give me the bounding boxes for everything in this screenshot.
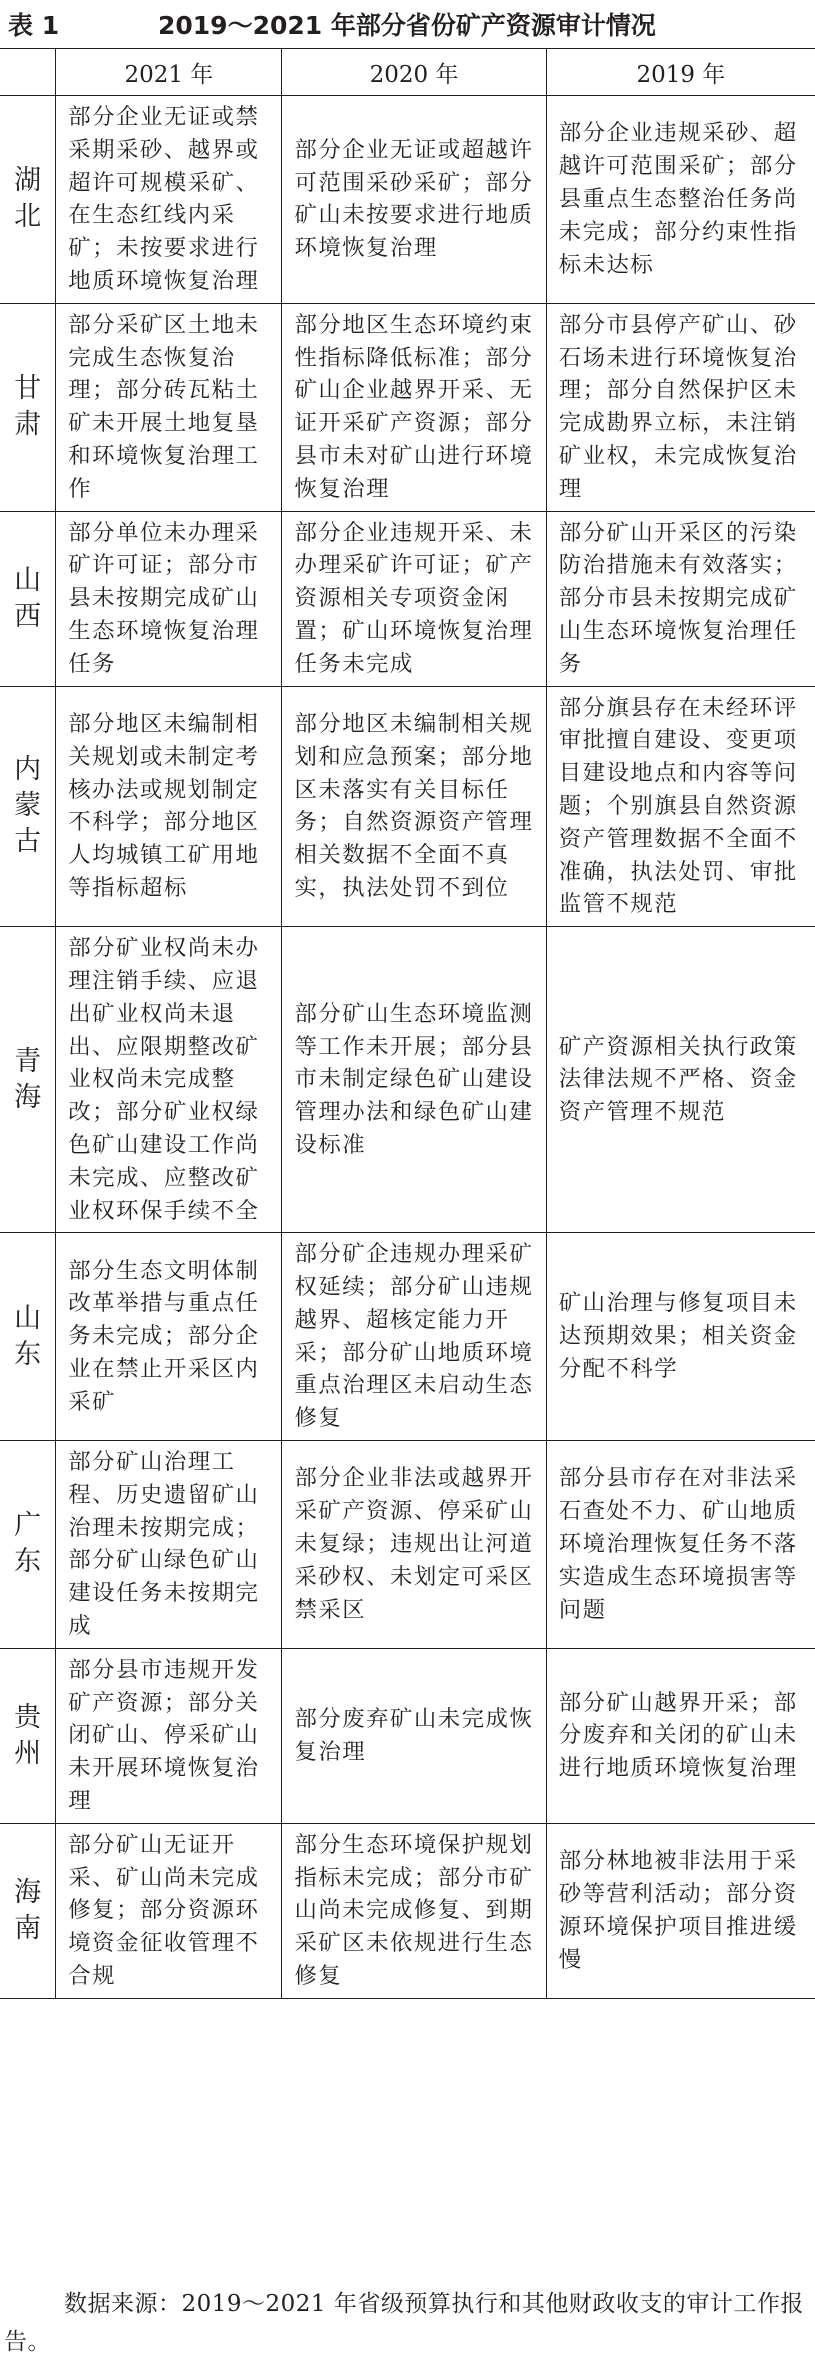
table-row (0, 511, 815, 686)
province-name: 贵州 (14, 1701, 42, 1769)
table-row (0, 1233, 815, 1441)
province-name: 湖北 (14, 165, 42, 233)
province-cell (0, 303, 56, 511)
cell-2020: 部分企业违规开采、未办理采矿许可证；矿产资源相关专项资金闲置；矿山环境恢复治理任务未完成 (282, 511, 546, 686)
province-name: 海南 (14, 1876, 42, 1944)
table-row (0, 927, 815, 1233)
cell-2019: 部分企业违规采砂、超越许可范围采矿；部分县重点生态整治任务尚未完成；部分约束性指标未达标 (546, 96, 815, 304)
cell-2020: 部分矿山生态环境监测等工作未开展；部分县市未制定绿色矿山建设管理办法和绿色矿山建设标准 (282, 927, 546, 1233)
cell-2019: 部分旗县存在未经环评审批擅自建设、变更项目建设地点和内容等问题；个别旗县自然资源资产管理数据不全面不准确，执法处罚、审批监管不规范 (546, 686, 815, 927)
cell-2021: 部分县市违规开发矿产资源；部分关闭矿山、停采矿山未开展环境恢复治理 (56, 1648, 282, 1823)
cell-2021: 部分矿山无证开采、矿山尚未完成修复；部分资源环境资金征收管理不合规 (56, 1823, 282, 1998)
province-name: 山西 (14, 564, 42, 632)
cell-2019: 部分矿山开采区的污染防治措施未有效落实；部分市县未按期完成矿山生态环境恢复治理任务 (546, 511, 815, 686)
header-blank (0, 49, 56, 96)
province-cell (0, 1823, 56, 1998)
table-row (0, 1441, 815, 1649)
table-row (0, 96, 815, 304)
cell-2021: 部分矿业权尚未办理注销手续、应退出矿业权尚未退出、应限期整改矿业权尚未完成整改；部分矿业权绿色矿山建设工作尚未完成、应整改矿业权环保手续不全 (56, 927, 282, 1233)
province-cell (0, 1648, 56, 1823)
province-cell (0, 1441, 56, 1649)
header-2021: 2021 年 (56, 49, 282, 96)
source-note: 数据来源：2019～2021 年省级预算执行和其他财政收支的审计工作报告。 (4, 2291, 804, 2355)
table-row (0, 1823, 815, 1998)
cell-2019: 部分县市存在对非法采石查处不力、矿山地质环境治理恢复任务不落实造成生态环境损害等问题 (546, 1441, 815, 1649)
province-name: 广东 (14, 1510, 42, 1578)
table-number: 表 1 (8, 11, 60, 40)
table-row (0, 686, 815, 927)
province-cell (0, 927, 56, 1233)
province-name: 甘肃 (14, 373, 42, 441)
cell-2021: 部分矿山治理工程、历史遗留矿山治理未按期完成；部分矿山绿色矿山建设任务未按期完成 (56, 1441, 282, 1649)
province-cell (0, 686, 56, 927)
table-title-text: 2019～2021 年部分省份矿产资源审计情况 (158, 11, 656, 40)
province-cell (0, 511, 56, 686)
cell-2019: 部分市县停产矿山、砂石场未进行环境恢复治理；部分自然保护区未完成勘界立标，未注销矿业权，未完成恢复治理 (546, 303, 815, 511)
cell-2019: 矿产资源相关执行政策法律法规不严格、资金资产管理不规范 (546, 927, 815, 1233)
cell-2020: 部分地区未编制相关规划和应急预案；部分地区未落实有关目标任务；自然资源资产管理相关数据不全面不真实，执法处罚不到位 (282, 686, 546, 927)
cell-2020: 部分生态环境保护规划指标未完成；部分市矿山尚未完成修复、到期采矿区未依规进行生态修复 (282, 1823, 546, 1998)
province-cell (0, 96, 56, 304)
table-row (0, 303, 815, 511)
cell-2020: 部分地区生态环境约束性指标降低标准；部分矿山企业越界开采、无证开采矿产资源；部分县市未对矿山进行环境恢复治理 (282, 303, 546, 511)
cell-2020: 部分废弃矿山未完成恢复治理 (282, 1648, 546, 1823)
header-row (0, 49, 815, 96)
cell-2020: 部分企业无证或超越许可范围采砂采矿；部分矿山未按要求进行地质环境恢复治理 (282, 96, 546, 304)
province-cell (0, 1233, 56, 1441)
header-2019: 2019 年 (546, 49, 815, 96)
cell-2021: 部分企业无证或禁采期采砂、越界或超许可规模采矿、在生态红线内采矿；未按要求进行地质环境恢复治理 (56, 96, 282, 304)
province-name: 青海 (14, 1045, 42, 1113)
cell-2019: 部分林地被非法用于采砂等营利活动；部分资源环境保护项目推进缓慢 (546, 1823, 815, 1998)
cell-2020: 部分企业非法或越界开采矿产资源、停采矿山未复绿；违规出让河道采砂权、未划定可采区禁采区 (282, 1441, 546, 1649)
audit-table (0, 48, 815, 1999)
header-2020: 2020 年 (282, 49, 546, 96)
cell-2021: 部分单位未办理采矿许可证；部分市县未按期完成矿山生态环境恢复治理任务 (56, 511, 282, 686)
cell-2020: 部分矿企违规办理采矿权延续；部分矿山违规越界、超核定能力开采；部分矿山地质环境重点治理区未启动生态修复 (282, 1233, 546, 1441)
table-title (8, 6, 656, 42)
cell-2019: 部分矿山越界开采；部分废弃和关闭的矿山未进行地质环境恢复治理 (546, 1648, 815, 1823)
cell-2021: 部分地区未编制相关规划或未制定考核办法或规划制定不科学；部分地区人均城镇工矿用地等指标超标 (56, 686, 282, 927)
province-name: 内蒙古 (14, 754, 42, 858)
table-row (0, 1648, 815, 1823)
province-name: 山东 (14, 1302, 42, 1370)
cell-2019: 矿山治理与修复项目未达预期效果；相关资金分配不科学 (546, 1233, 815, 1441)
cell-2021: 部分采矿区土地未完成生态恢复治理；部分砖瓦粘土矿未开展土地复垦和环境恢复治理工作 (56, 303, 282, 511)
cell-2021: 部分生态文明体制改革举措与重点任务未完成；部分企业在禁止开采区内采矿 (56, 1233, 282, 1441)
